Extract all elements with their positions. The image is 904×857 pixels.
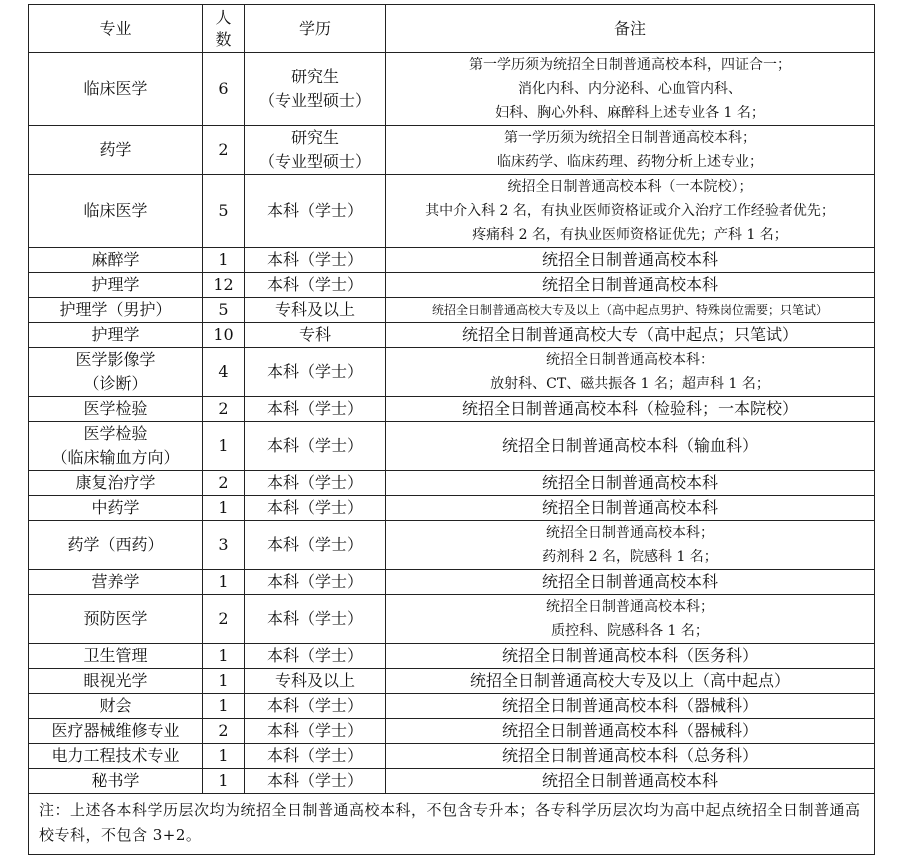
major-cell-line: 中药学 — [91, 498, 140, 517]
count-cell: 1 — [203, 769, 245, 794]
remark-cell — [386, 273, 875, 298]
table-row — [29, 595, 875, 644]
degree-cell-line: 本科（学士） — [266, 436, 363, 455]
remark-cell — [386, 397, 875, 422]
degree-cell-line: 本科（学士） — [266, 535, 363, 554]
remark-cell-line: 统招全日制普通高校本科（总务科） — [501, 746, 758, 765]
degree-cell-line: 本科（学士） — [266, 201, 363, 220]
degree-cell — [245, 769, 386, 794]
remark-cell-line: 其中介入科 2 名，有执业医师资格证或介入治疗工作经验者优先； — [425, 203, 835, 219]
major-cell — [29, 644, 203, 669]
degree-cell — [245, 669, 386, 694]
degree-cell — [245, 397, 386, 422]
degree-cell — [245, 471, 386, 496]
degree-cell — [245, 719, 386, 744]
remark-cell-line: 第一学历须为统招全日制普通高校本科，四证合一； — [469, 57, 791, 73]
major-cell — [29, 175, 203, 248]
degree-cell — [245, 126, 386, 175]
degree-cell-line: 本科（学士） — [266, 362, 363, 381]
table-body — [29, 53, 875, 794]
major-cell — [29, 298, 203, 323]
count-cell: 2 — [203, 595, 245, 644]
major-cell — [29, 348, 203, 397]
table-row — [29, 397, 875, 422]
degree-cell-line: 研究生 — [290, 67, 339, 86]
remark-cell — [386, 471, 875, 496]
remark-cell-line: 统招全日制普通高校本科 — [541, 572, 718, 591]
table-row — [29, 126, 875, 175]
table-row — [29, 175, 875, 248]
count-cell: 2 — [203, 126, 245, 175]
degree-cell — [245, 496, 386, 521]
header-remark: 备注 — [386, 5, 875, 53]
remark-cell-line: 统招全日制普通高校本科（检验科；一本院校） — [461, 399, 798, 418]
remark-cell — [386, 595, 875, 644]
remark-cell — [386, 496, 875, 521]
remark-cell-line: 统招全日制普通高校本科 — [541, 473, 718, 492]
remark-cell — [386, 669, 875, 694]
remark-cell-line: 统招全日制普通高校本科（一本院校）； — [507, 179, 753, 195]
major-cell-line: （诊断） — [83, 374, 148, 393]
table-row — [29, 248, 875, 273]
table-row — [29, 719, 875, 744]
header-row — [29, 5, 875, 53]
remark-cell — [386, 323, 875, 348]
table-row — [29, 422, 875, 471]
degree-cell-line: 本科（学士） — [266, 275, 363, 294]
major-cell-line: 医疗器械维修专业 — [51, 721, 180, 740]
table-row — [29, 471, 875, 496]
table-row — [29, 521, 875, 570]
major-cell-line: 电力工程技术专业 — [51, 746, 180, 765]
table-row — [29, 273, 875, 298]
remark-cell — [386, 248, 875, 273]
count-cell: 1 — [203, 248, 245, 273]
remark-cell — [386, 570, 875, 595]
major-cell-line: 临床医学 — [83, 201, 148, 220]
count-cell: 1 — [203, 422, 245, 471]
count-cell: 2 — [203, 397, 245, 422]
table-row — [29, 769, 875, 794]
remark-cell-line: 统招全日制普通高校本科（医务科） — [501, 646, 758, 665]
table-row — [29, 348, 875, 397]
table-row — [29, 744, 875, 769]
degree-cell — [245, 175, 386, 248]
remark-cell-line: 妇科、胸心外科、麻醉科上述专业各 1 名； — [495, 105, 765, 121]
major-cell — [29, 521, 203, 570]
table-row — [29, 570, 875, 595]
degree-cell-line: （专业型硕士） — [258, 152, 371, 171]
remark-cell-line: 疼痛科 2 名，有执业医师资格证优先；产科 1 名； — [472, 227, 788, 243]
remark-cell-line: 放射科、CT、磁共振各 1 名；超声科 1 名； — [490, 376, 770, 392]
degree-cell-line: 本科（学士） — [266, 498, 363, 517]
major-cell — [29, 694, 203, 719]
degree-cell-line: （专业型硕士） — [258, 91, 371, 110]
remark-cell-line: 统招全日制普通高校本科（器械科） — [501, 721, 758, 740]
degree-cell-line: 本科（学士） — [266, 609, 363, 628]
remark-cell-line: 统招全日制普通高校本科 — [541, 250, 718, 269]
remark-cell — [386, 422, 875, 471]
major-cell — [29, 595, 203, 644]
header-major: 专业 — [29, 5, 203, 53]
major-cell — [29, 570, 203, 595]
remark-cell — [386, 694, 875, 719]
remark-cell-line: 第一学历须为统招全日制普通高校本科； — [504, 130, 756, 146]
count-cell: 1 — [203, 570, 245, 595]
table-row — [29, 53, 875, 126]
major-cell-line: 医学检验 — [83, 399, 148, 418]
remark-cell-line: 消化内科、内分泌科、心血管内科、 — [518, 81, 742, 97]
degree-cell-line: 专科 — [298, 325, 331, 344]
degree-cell-line: 本科（学士） — [266, 250, 363, 269]
remark-cell — [386, 53, 875, 126]
major-cell — [29, 669, 203, 694]
major-cell — [29, 496, 203, 521]
degree-cell-line: 专科及以上 — [274, 300, 355, 319]
remark-cell-line: 质控科、院感科各 1 名； — [551, 623, 709, 639]
major-cell-line: 营养学 — [91, 572, 140, 591]
degree-cell-line: 研究生 — [290, 128, 339, 147]
major-cell — [29, 323, 203, 348]
footnote: 注：上述各本科学历层次均为统招全日制普通高校本科，不包含专升本；各专科学历层次均为高中起点统招全日制普通高校专科，不包含 3+2。 — [29, 794, 875, 855]
count-cell: 1 — [203, 644, 245, 669]
table-row — [29, 323, 875, 348]
count-cell: 6 — [203, 53, 245, 126]
remark-cell-line: 统招全日制普通高校本科 — [541, 771, 718, 790]
remark-cell-line: 统招全日制普通高校本科 — [541, 275, 718, 294]
major-cell-line: 药学（西药） — [67, 535, 164, 554]
degree-cell — [245, 694, 386, 719]
degree-cell-line: 本科（学士） — [266, 473, 363, 492]
major-cell-line: 秘书学 — [91, 771, 140, 790]
degree-cell — [245, 273, 386, 298]
count-cell: 5 — [203, 175, 245, 248]
major-cell — [29, 744, 203, 769]
degree-cell — [245, 595, 386, 644]
degree-cell — [245, 53, 386, 126]
table-row — [29, 694, 875, 719]
remark-cell — [386, 521, 875, 570]
degree-cell-line: 本科（学士） — [266, 399, 363, 418]
remark-cell — [386, 175, 875, 248]
major-cell — [29, 719, 203, 744]
major-cell-line: 卫生管理 — [83, 646, 148, 665]
degree-cell — [245, 744, 386, 769]
degree-cell — [245, 521, 386, 570]
degree-cell-line: 本科（学士） — [266, 771, 363, 790]
major-cell-line: 临床医学 — [83, 79, 148, 98]
major-cell-line: 预防医学 — [83, 609, 148, 628]
major-cell-line: 康复治疗学 — [75, 473, 156, 492]
count-cell: 2 — [203, 471, 245, 496]
degree-cell-line: 本科（学士） — [266, 746, 363, 765]
table-row — [29, 298, 875, 323]
major-cell-line: 药学 — [99, 140, 132, 159]
major-cell — [29, 53, 203, 126]
degree-cell — [245, 570, 386, 595]
major-cell — [29, 273, 203, 298]
remark-cell-line: 统招全日制普通高校大专及以上（高中起点男护、特殊岗位需要；只笔试） — [431, 303, 828, 317]
remark-cell — [386, 644, 875, 669]
table-row — [29, 644, 875, 669]
recruitment-table-container — [28, 4, 874, 855]
count-cell: 1 — [203, 669, 245, 694]
degree-cell — [245, 348, 386, 397]
count-cell: 5 — [203, 298, 245, 323]
major-cell-line: 医学检验 — [83, 424, 148, 443]
table-row — [29, 669, 875, 694]
remark-cell-line: 统招全日制普通高校大专及以上（高中起点） — [469, 671, 790, 690]
major-cell — [29, 397, 203, 422]
count-cell: 2 — [203, 719, 245, 744]
remark-cell-line: 药剂科 2 名，院感科 1 名； — [542, 549, 718, 565]
remark-cell — [386, 744, 875, 769]
remark-cell-line: 临床药学、临床药理、药物分析上述专业； — [497, 154, 763, 170]
count-cell: 1 — [203, 744, 245, 769]
degree-cell-line: 专科及以上 — [274, 671, 355, 690]
major-cell — [29, 126, 203, 175]
remark-cell — [386, 126, 875, 175]
count-cell: 10 — [203, 323, 245, 348]
degree-cell — [245, 248, 386, 273]
degree-cell-line: 本科（学士） — [266, 572, 363, 591]
major-cell-line: 财会 — [99, 696, 132, 715]
header-count: 人数 — [203, 5, 245, 53]
remark-cell — [386, 348, 875, 397]
remark-cell — [386, 769, 875, 794]
remark-cell-line: 统招全日制普通高校本科： — [546, 352, 714, 368]
major-cell-line: 麻醉学 — [91, 250, 140, 269]
footnote-row — [29, 794, 875, 855]
count-cell: 12 — [203, 273, 245, 298]
degree-cell — [245, 422, 386, 471]
recruitment-table — [28, 4, 875, 855]
table-row — [29, 496, 875, 521]
degree-cell-line: 本科（学士） — [266, 696, 363, 715]
major-cell — [29, 422, 203, 471]
degree-cell — [245, 644, 386, 669]
remark-cell-line: 统招全日制普通高校大专（高中起点；只笔试） — [461, 325, 798, 344]
degree-cell-line: 本科（学士） — [266, 646, 363, 665]
degree-cell-line: 本科（学士） — [266, 721, 363, 740]
major-cell-line: 医学影像学 — [75, 350, 156, 369]
major-cell — [29, 248, 203, 273]
remark-cell — [386, 298, 875, 323]
header-degree: 学历 — [245, 5, 386, 53]
remark-cell-line: 统招全日制普通高校本科； — [546, 599, 714, 615]
count-cell: 1 — [203, 694, 245, 719]
count-cell: 4 — [203, 348, 245, 397]
major-cell — [29, 471, 203, 496]
remark-cell-line: 统招全日制普通高校本科（输血科） — [501, 436, 758, 455]
count-cell: 1 — [203, 496, 245, 521]
major-cell-line: 护理学 — [91, 325, 140, 344]
major-cell-line: 护理学（男护） — [59, 300, 172, 319]
remark-cell-line: 统招全日制普通高校本科（器械科） — [501, 696, 758, 715]
degree-cell — [245, 298, 386, 323]
degree-cell — [245, 323, 386, 348]
major-cell-line: （临床输血方向） — [51, 448, 180, 467]
remark-cell-line: 统招全日制普通高校本科； — [546, 525, 714, 541]
major-cell-line: 护理学 — [91, 275, 140, 294]
major-cell-line: 眼视光学 — [83, 671, 148, 690]
major-cell — [29, 769, 203, 794]
remark-cell-line: 统招全日制普通高校本科 — [541, 498, 718, 517]
count-cell: 3 — [203, 521, 245, 570]
remark-cell — [386, 719, 875, 744]
